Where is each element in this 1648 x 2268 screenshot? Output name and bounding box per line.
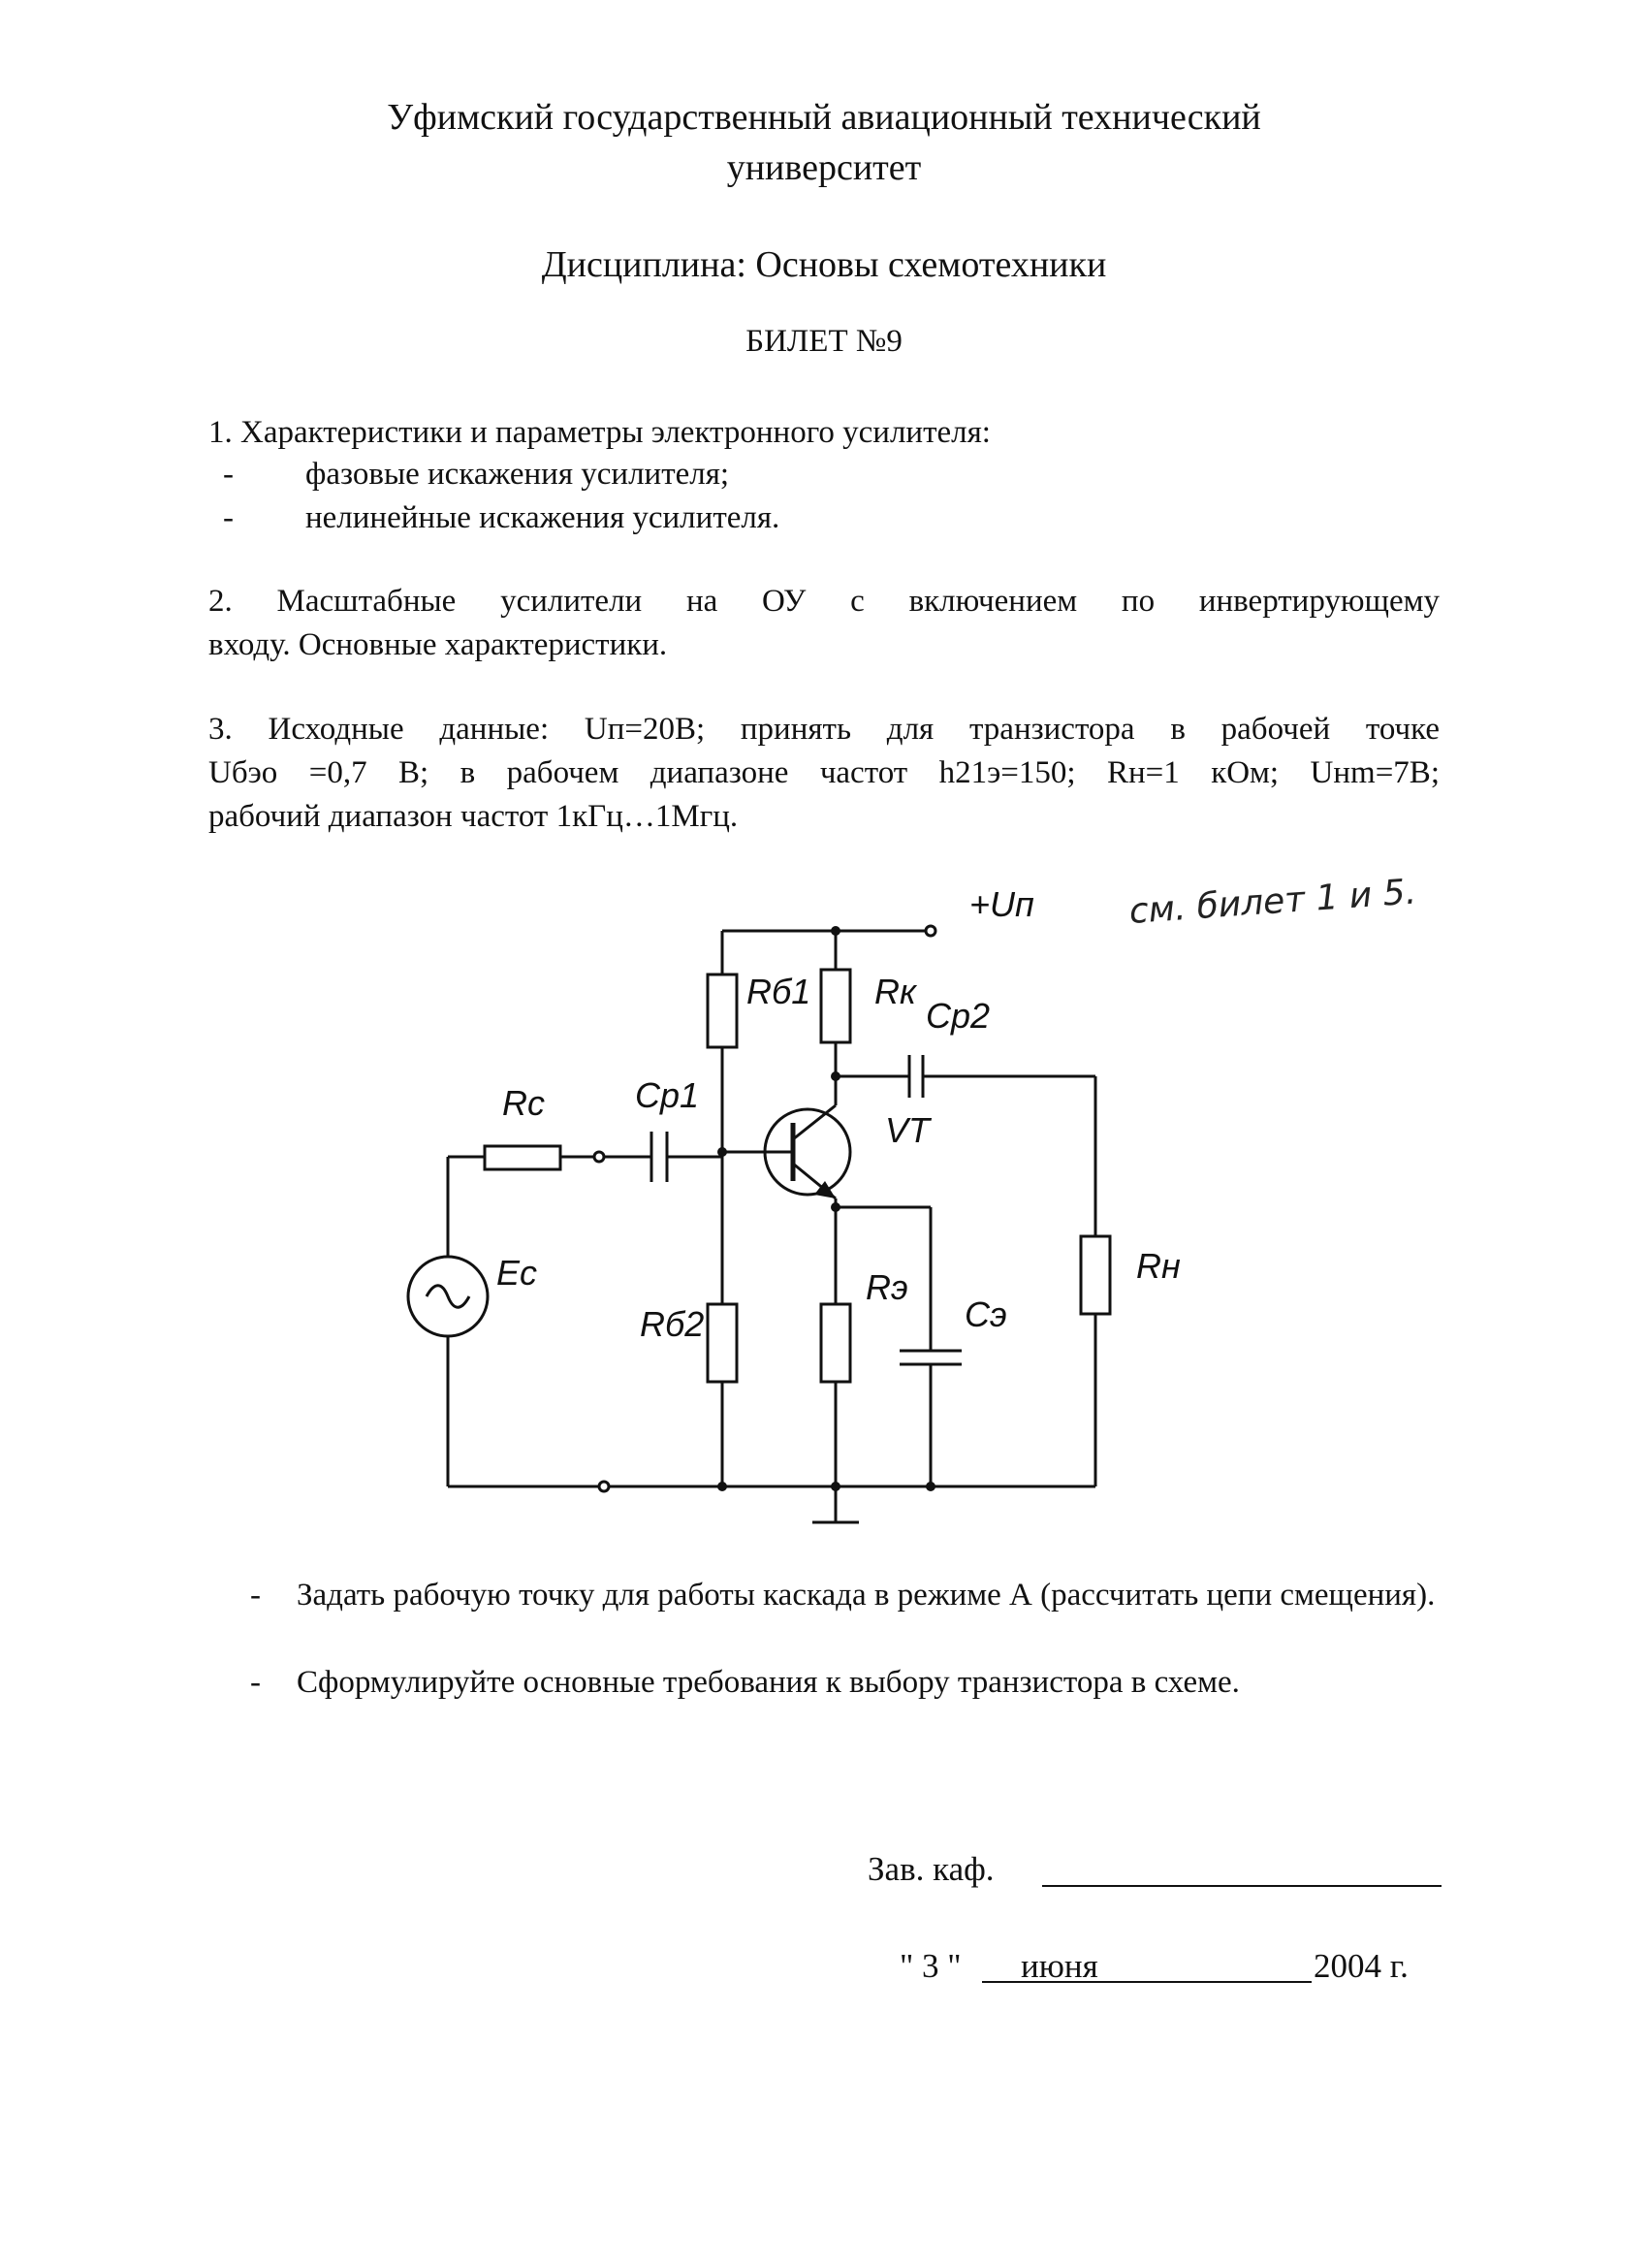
label-rk: Rк (874, 972, 916, 1011)
question-1-item-text: фазовые искажения усилителя; (305, 457, 730, 492)
resistor-rb2 (708, 1304, 737, 1382)
resistor-rn (1081, 1236, 1110, 1314)
task-text: Задать рабочую точку для работы каскада в режиме А (рассчитать цепи смещения). (297, 1578, 1436, 1613)
date-month: июня (1021, 1947, 1098, 1985)
resistor-rk (821, 970, 850, 1042)
label-rb2: Rб2 (640, 1304, 705, 1344)
head-of-dept-label: Зав. каф. (868, 1850, 995, 1888)
question-3-line2: Uбэо =0,7 В; в рабочем диапазоне частот h21э=150; Rн=1 кОм; Uнm=7В; (208, 755, 1440, 790)
signature-line (1042, 1885, 1442, 1887)
ticket-number: БИЛЕТ №9 (745, 324, 903, 359)
label-vt: VT (885, 1110, 931, 1150)
input-terminal-top (594, 1152, 604, 1162)
date-year: 2004 г. (1314, 1947, 1409, 1985)
handwritten-note: см. билет 1 и 5. (1127, 872, 1418, 932)
label-ec: Eс (496, 1253, 538, 1293)
question-2-line2: входу. Основные характеристики. (208, 627, 668, 662)
supply-label: +Uп (969, 884, 1034, 924)
label-re: Rэ (866, 1267, 908, 1307)
resistor-re (821, 1304, 850, 1382)
question-1-item-text: нелинейные искажения усилителя. (305, 500, 780, 535)
university-name-line2: университет (726, 147, 922, 188)
label-cp2: Cр2 (926, 996, 991, 1036)
resistor-rb1 (708, 974, 737, 1047)
label-ce: Cэ (965, 1294, 1007, 1334)
question-1-title: 1. Характеристики и параметры электронного усилителя: (208, 415, 991, 450)
question-3-line3: рабочий диапазон частот 1кГц…1Мгц. (208, 799, 739, 834)
resistor-rc (485, 1146, 560, 1169)
task-item: - Сформулируйте основные требования к выбору транзистора в схеме. (250, 1661, 1442, 1705)
question-2-line1: 2. Масштабные усилители на ОУ с включением по инвертирующему (208, 584, 1440, 619)
task-item: - Задать рабочую точку для работы каскада в режиме А (рассчитать цепи смещения). (250, 1574, 1442, 1617)
label-cp1: Cр1 (635, 1075, 700, 1115)
university-name-line1: Уфимский государственный авиационный технический (387, 97, 1261, 138)
question-1-item: - нелинейные искажения усилителя. (223, 500, 780, 535)
input-terminal-bottom (599, 1482, 609, 1491)
supply-terminal (926, 926, 935, 936)
question-3-line1: 3. Исходные данные: Uп=20В; принять для транзистора в рабочей точке (208, 712, 1440, 747)
label-rn: Rн (1136, 1246, 1181, 1286)
discipline-title: Дисциплина: Основы схемотехники (541, 244, 1107, 285)
label-rc: Rс (502, 1083, 545, 1123)
question-1-item: - фазовые искажения усилителя; (223, 457, 730, 492)
task-text: Сформулируйте основные требования к выбору транзистора в схеме. (297, 1665, 1240, 1700)
date-day: " 3 " (900, 1947, 962, 1985)
label-rb1: Rб1 (746, 972, 811, 1011)
